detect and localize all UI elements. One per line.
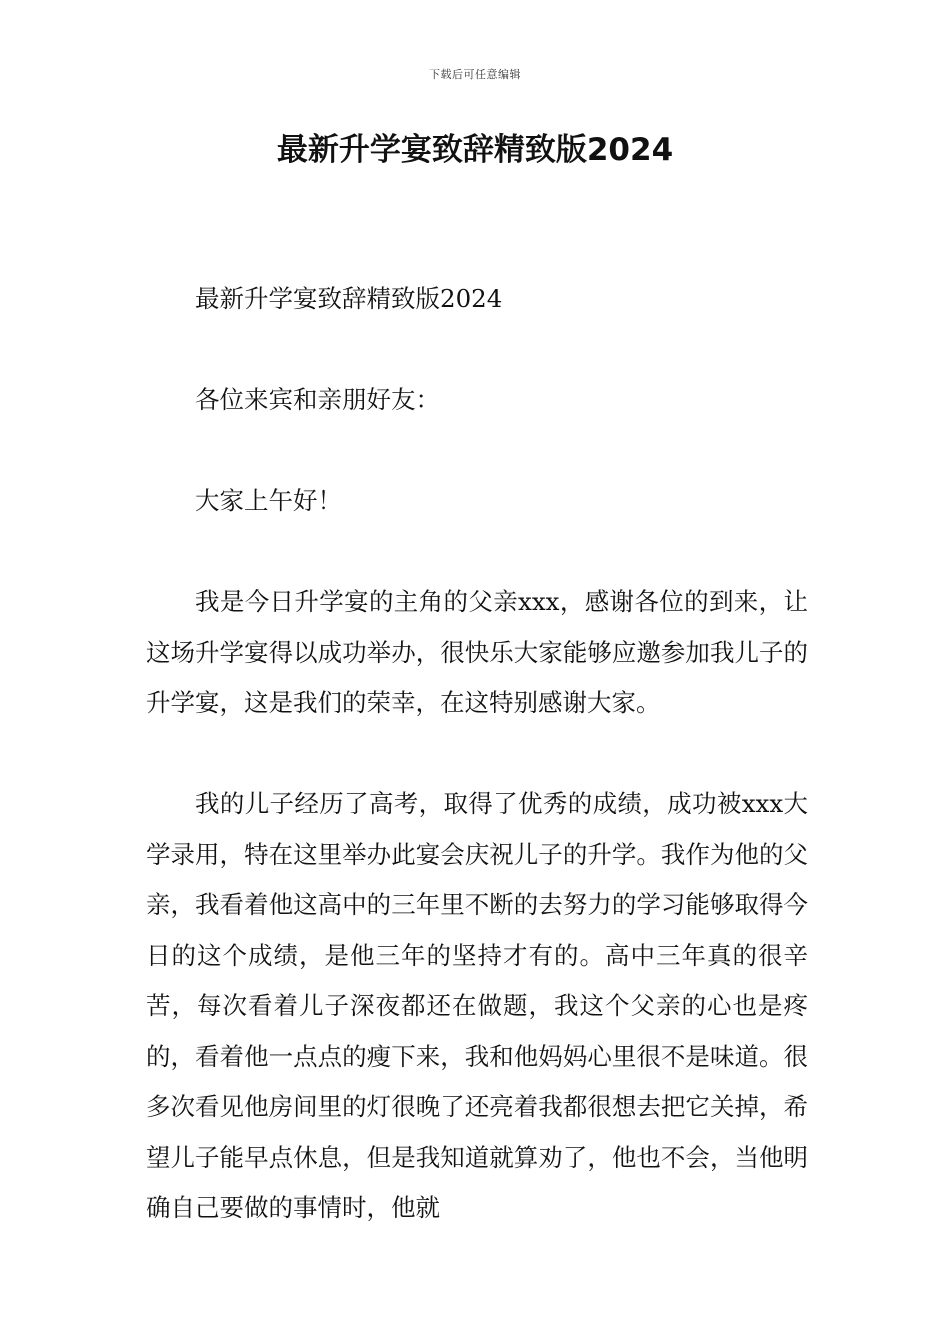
- paragraph-introduction: 我是今日升学宴的主角的父亲xxx，感谢各位的到来，让这场升学宴得以成功举办，很快乐大家能够应邀参加我儿子的升学宴，这是我们的荣幸，在这特别感谢大家。: [146, 587, 808, 717]
- header-note: 下载后可任意编辑: [429, 68, 521, 81]
- paragraph-salutation: 各位来宾和亲朋好友：: [195, 385, 440, 414]
- paragraph-main: 我的儿子经历了高考，取得了优秀的成绩，成功被xxx大学录用，特在这里举办此宴会庆祝儿子的升学。我作为他的父亲，我看着他这高中的三年里不断的去努力的学习能够取得今日的这个成绩，是他三年的坚持才有的。高中三年真的很辛苦，每次看着儿子深夜都还在做题，我这个父亲的心也是疼的，看着他一点点的瘦下来，我和他妈妈心里很不是味道。很多次看见他房间里的灯很晚了还亮着我都很想去把它关掉，希望儿子能早点休息，但是我知道就算劝了，他也不会，当他明确自己要做的事情时，他就: [146, 789, 808, 1222]
- paragraph-subtitle: 最新升学宴致辞精致版2024: [195, 284, 503, 313]
- document-body: [146, 274, 808, 1234]
- document-title: 最新升学宴致辞精致版2024: [276, 132, 674, 168]
- paragraph-greeting: 大家上午好！: [195, 486, 342, 515]
